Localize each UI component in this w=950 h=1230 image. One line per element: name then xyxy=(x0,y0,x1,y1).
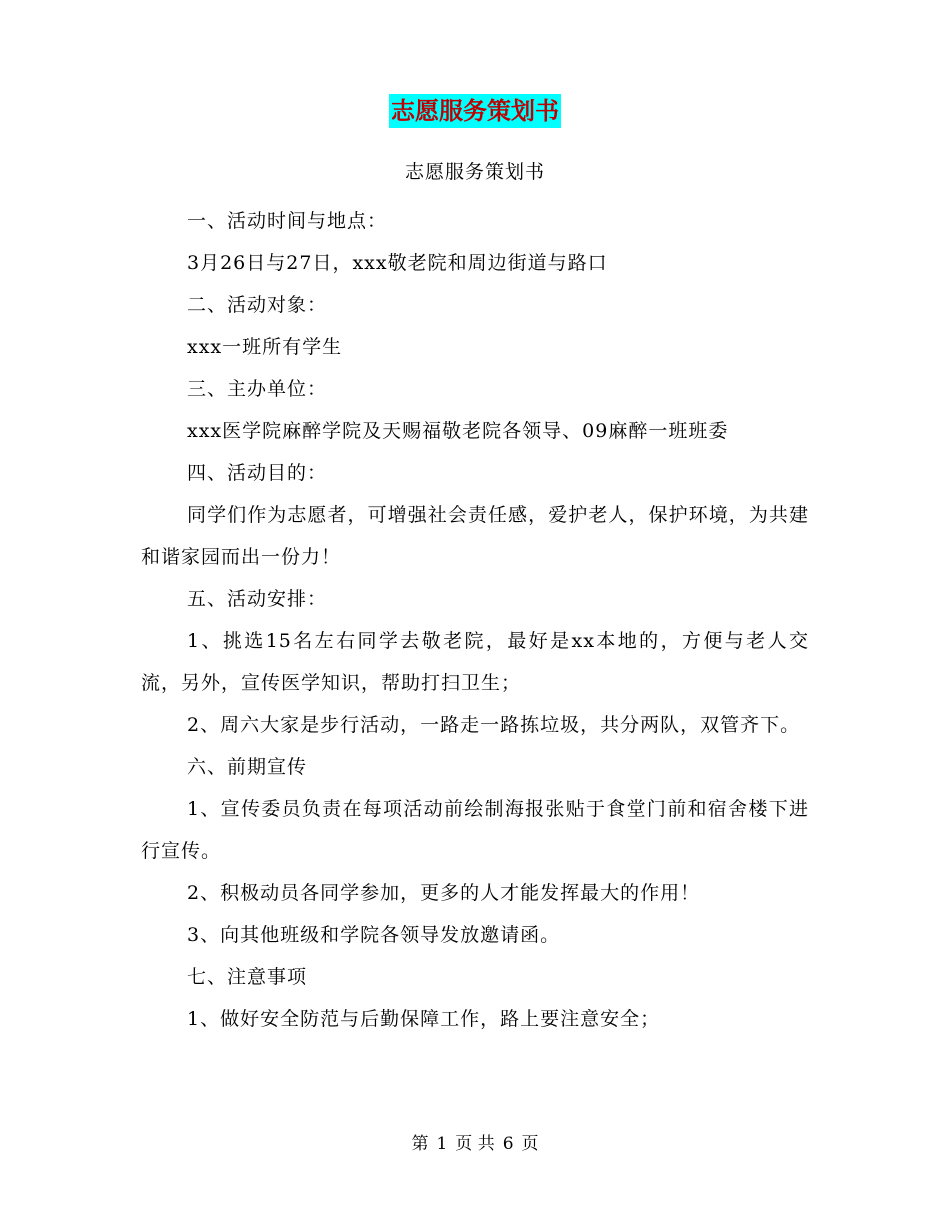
paragraph: 六、前期宣传 xyxy=(187,756,308,778)
title-container xyxy=(0,94,950,128)
footer-total-pages: 6 xyxy=(502,1134,514,1154)
paragraph: 2、周六大家是步行活动，一路走一路拣垃圾，共分两队，双管齐下。 xyxy=(187,714,801,736)
paragraph: 3、向其他班级和学院各领导发放邀请函。 xyxy=(187,924,561,946)
paragraph: 2、积极动员各同学参加，更多的人才能发挥最大的作用！ xyxy=(187,882,701,904)
paragraph: 一、活动时间与地点： xyxy=(187,210,388,232)
footer-suffix: 页 xyxy=(521,1134,539,1154)
paragraph: 1、宣传委员负责在每项活动前绘制海报张贴于食堂门前和宿舍楼下进行宣传。 xyxy=(141,798,809,862)
paragraph: 七、注意事项 xyxy=(187,966,308,988)
footer-middle: 页 共 xyxy=(455,1134,495,1154)
paragraph: 二、活动对象： xyxy=(187,294,328,316)
document-body xyxy=(141,200,809,1040)
paragraph: 3月26日与27日，xxx敬老院和周边街道与路口 xyxy=(187,252,608,274)
footer-current-page: 1 xyxy=(436,1134,448,1154)
document-subtitle: 志愿服务策划书 xyxy=(404,161,545,183)
page-footer xyxy=(0,1132,950,1156)
paragraph: xxx一班所有学生 xyxy=(187,336,343,358)
paragraph: 三、主办单位： xyxy=(187,378,328,400)
paragraph: 同学们作为志愿者，可增强社会责任感，爱护老人，保护环境，为共建和谐家园而出一份力！ xyxy=(141,504,809,568)
footer-prefix: 第 xyxy=(411,1134,429,1154)
paragraph: 1、挑选15名左右同学去敬老院，最好是xx本地的，方便与老人交流，另外，宣传医学知识，帮助打扫卫生； xyxy=(141,630,809,694)
paragraph: xxx医学院麻醉学院及天赐福敬老院各领导、09麻醉一班班委 xyxy=(187,420,729,442)
paragraph: 五、活动安排： xyxy=(187,588,328,610)
paragraph: 1、做好安全防范与后勤保障工作，路上要注意安全； xyxy=(187,1008,661,1030)
paragraph: 四、活动目的： xyxy=(187,462,328,484)
document-title: 志愿服务策划书 xyxy=(389,94,561,128)
